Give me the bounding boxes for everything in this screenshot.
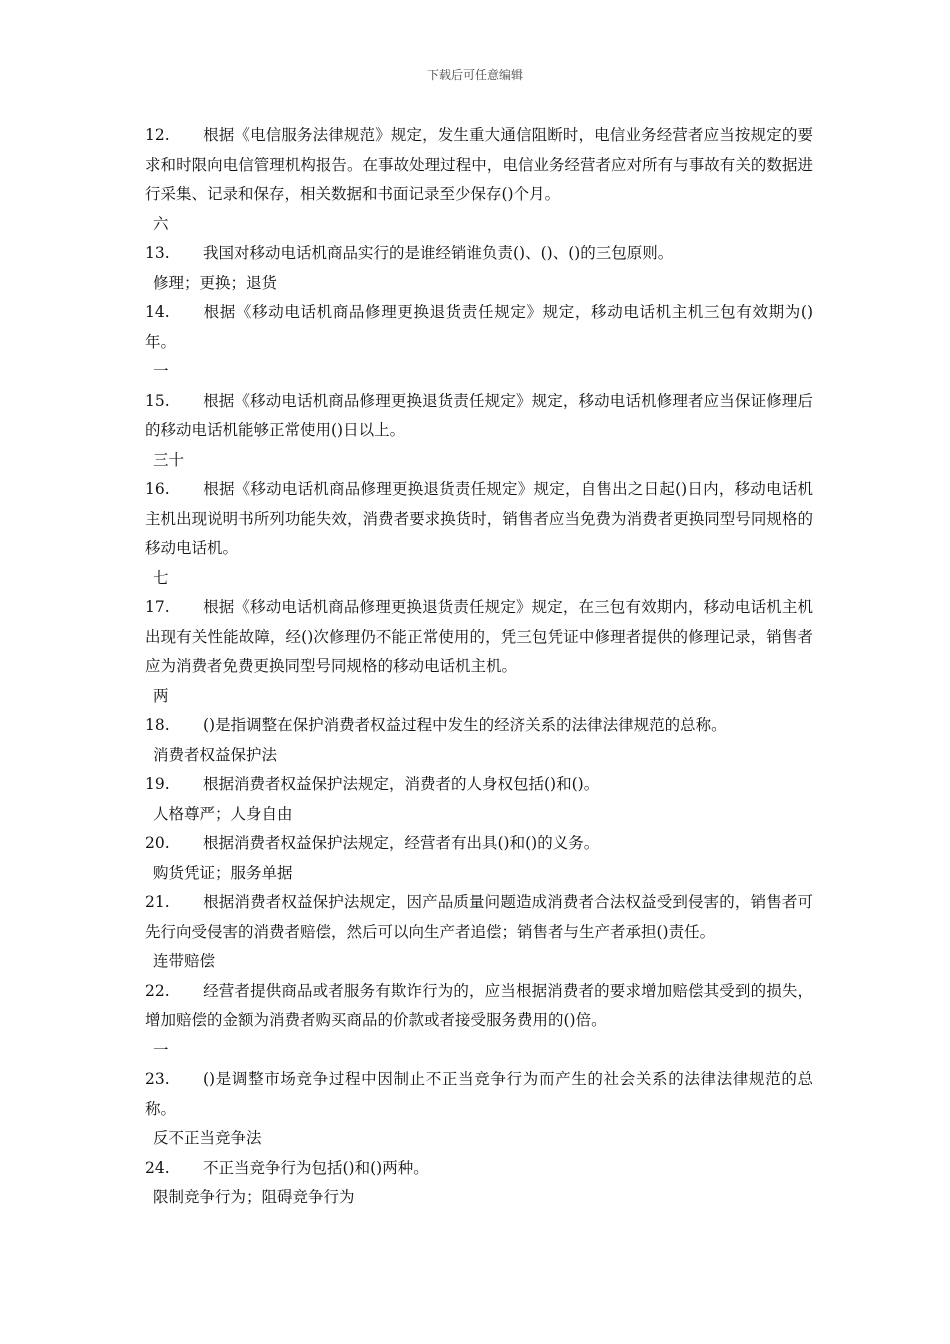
question-text: 14. 根据《移动电话机商品修理更换退货责任规定》规定，移动电话机主机三包有效期为()年。 (145, 298, 813, 357)
question-text: 16. 根据《移动电话机商品修理更换退货责任规定》规定，自售出之日起()日内，移动电话机主机出现说明书所列功能失效，消费者要求换货时，销售者应当免费为消费者更换同型号同规格的移动电话机。 (145, 475, 813, 564)
question-item (145, 475, 813, 593)
answer-text: 人格尊严；人身自由 (153, 804, 293, 823)
question-number: 13. (145, 244, 170, 262)
answer-text: 连带赔偿 (153, 952, 216, 970)
answer-text: 一 (153, 1040, 169, 1059)
question-number: 22. (145, 981, 170, 1000)
question-item (145, 1154, 813, 1213)
question-number: 18. (145, 716, 170, 734)
page-header: 下载后可任意编辑 (426, 68, 523, 82)
question-number: 23. (145, 1070, 170, 1088)
question-number: 19. (145, 775, 170, 793)
answer-text: 修理；更换；退货 (153, 273, 278, 292)
answer-text: 购货凭证；服务单据 (153, 863, 293, 882)
question-text: 15. 根据《移动电话机商品修理更换退货责任规定》规定，移动电话机修理者应当保证修理后的移动电话机能够正常使用()日以上。 (145, 387, 813, 446)
answer-text: 七 (153, 568, 169, 587)
question-number: 16. (145, 480, 170, 498)
question-number: 20. (145, 834, 170, 852)
question-item (145, 711, 813, 770)
question-number: 21. (145, 893, 170, 911)
question-item (145, 770, 813, 829)
question-number: 15. (145, 391, 170, 410)
question-number: 17. (145, 598, 170, 616)
question-item (145, 298, 813, 387)
question-number: 12. (145, 126, 170, 144)
answer-text: 两 (153, 686, 169, 705)
answer-text: 限制竞争行为；阻碍竞争行为 (153, 1188, 355, 1206)
question-item (145, 888, 813, 977)
question-item (145, 1065, 813, 1154)
question-item (145, 387, 813, 476)
question-text: 13. 我国对移动电话机商品实行的是谁经销谁负责()、()、()的三包原则。 (145, 239, 813, 269)
question-item (145, 829, 813, 888)
question-number: 14. (145, 303, 170, 321)
question-list (145, 121, 813, 1213)
answer-text: 六 (153, 214, 169, 233)
answer-text: 三十 (153, 450, 185, 469)
question-number: 24. (145, 1158, 170, 1177)
question-text: 18. ()是指调整在保护消费者权益过程中发生的经济关系的法律法律规范的总称。 (145, 711, 813, 741)
question-text: 12. 根据《电信服务法律规范》规定，发生重大通信阻断时，电信业务经营者应当按规定的要求和时限向电信管理机构报告。在事故处理过程中，电信业务经营者应对所有与事故有关的数据进行采集、记录和保存，相关数据和书面记录至少保存()个月。 (145, 121, 813, 210)
question-text: 24. 不正当竞争行为包括()和()两种。 (145, 1154, 813, 1184)
answer-text: 消费者权益保护法 (153, 745, 278, 764)
question-text: 19. 根据消费者权益保护法规定，消费者的人身权包括()和()。 (145, 770, 813, 800)
question-text: 23. ()是调整市场竞争过程中因制止不正当竞争行为而产生的社会关系的法律法律规范的总称。 (145, 1065, 813, 1124)
question-text: 20. 根据消费者权益保护法规定，经营者有出具()和()的义务。 (145, 829, 813, 859)
answer-text: 反不正当竞争法 (153, 1129, 262, 1147)
question-text: 22. 经营者提供商品或者服务有欺诈行为的，应当根据消费者的要求增加赔偿其受到的损失，增加赔偿的金额为消费者购买商品的价款或者接受服务费用的()倍。 (145, 977, 813, 1036)
question-text: 17. 根据《移动电话机商品修理更换退货责任规定》规定，在三包有效期内，移动电话机主机出现有关性能故障，经()次修理仍不能正常使用的，凭三包凭证中修理者提供的修理记录，销售者应为消费者免费更换同型号同规格的移动电话机主机。 (145, 593, 813, 682)
question-item (145, 239, 813, 298)
question-item (145, 593, 813, 711)
question-item (145, 121, 813, 239)
question-text: 21. 根据消费者权益保护法规定，因产品质量问题造成消费者合法权益受到侵害的，销售者可先行向受侵害的消费者赔偿，然后可以向生产者追偿；销售者与生产者承担()责任。 (145, 888, 813, 947)
answer-text: 一 (153, 362, 169, 380)
question-item (145, 977, 813, 1066)
